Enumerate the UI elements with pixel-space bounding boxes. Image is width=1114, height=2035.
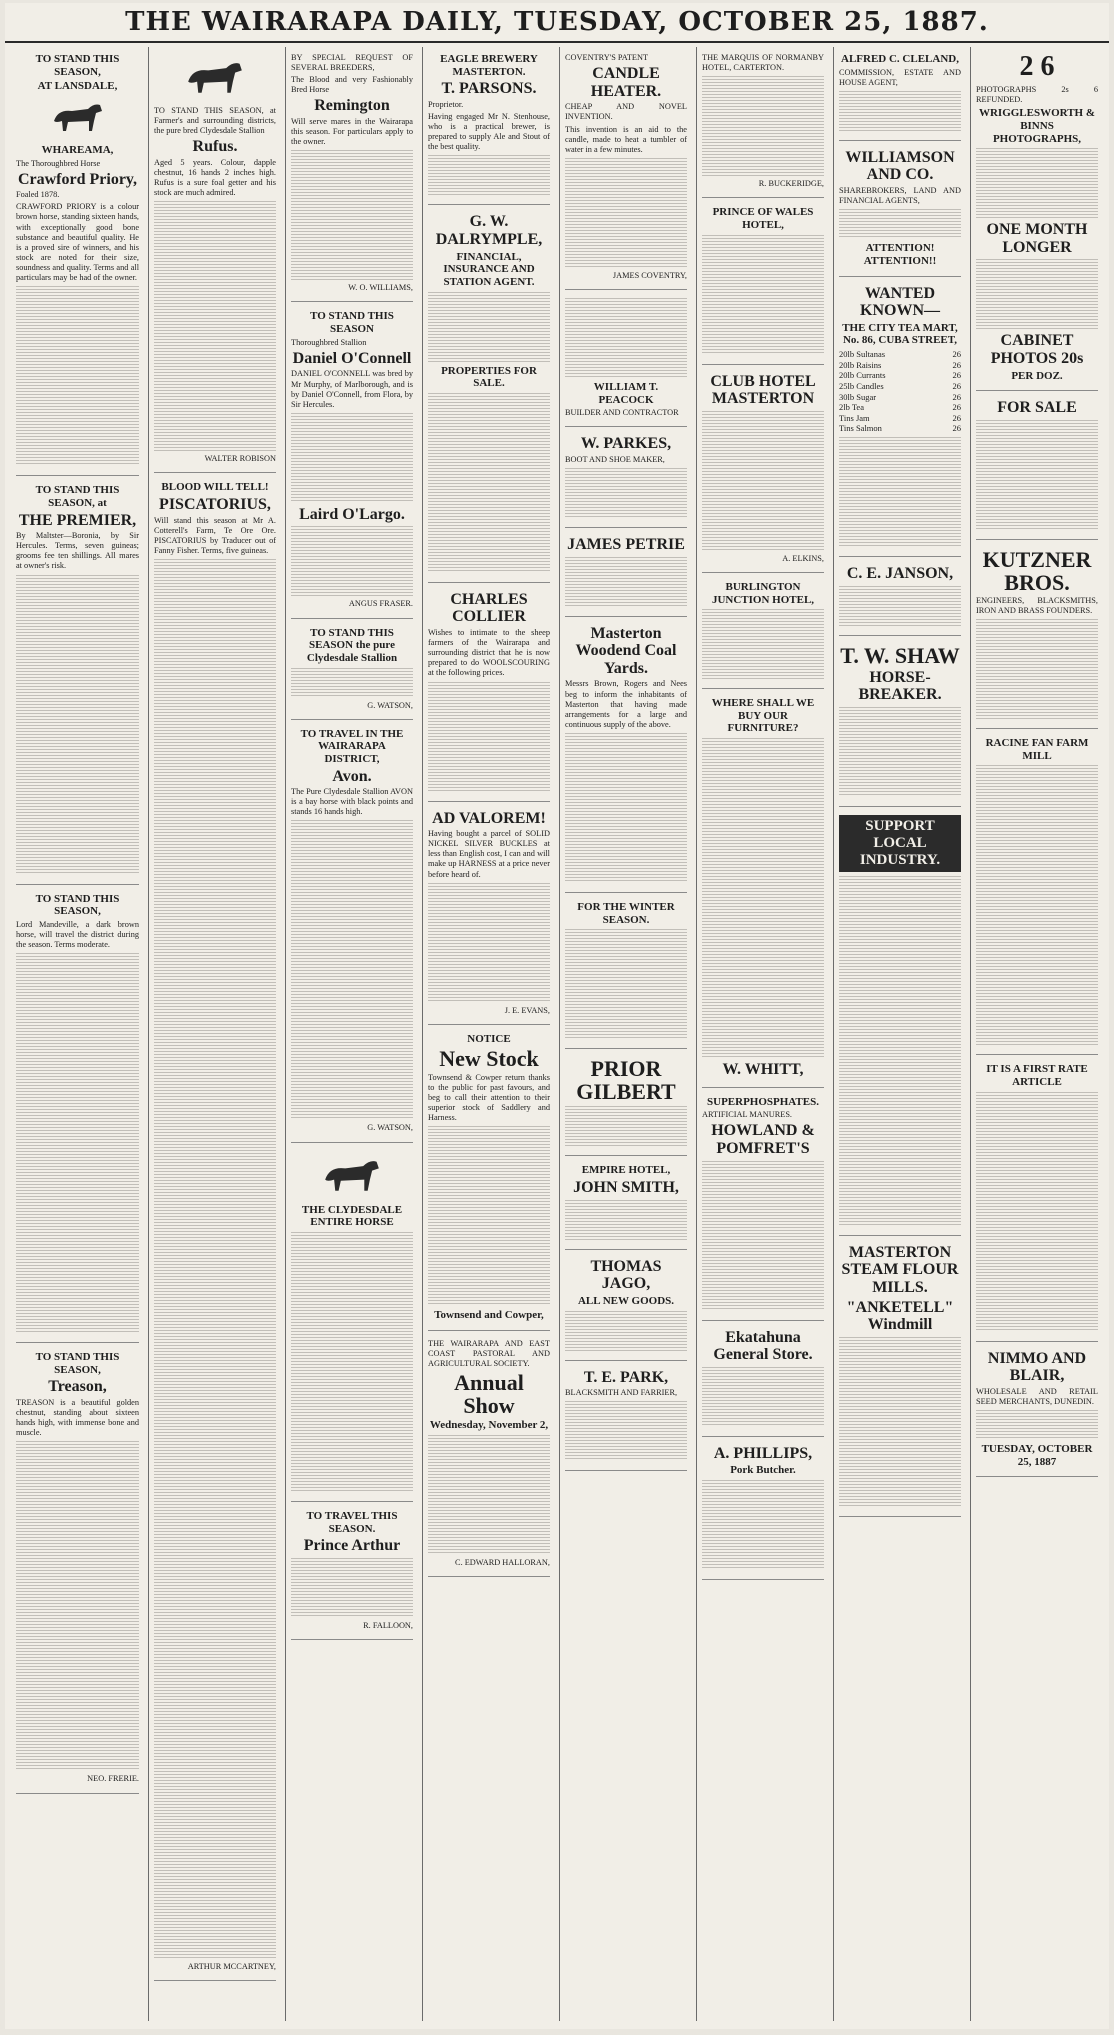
ad-heading: THE MARQUIS OF NORMANBY HOTEL, CARTERTON.: [702, 53, 824, 73]
ad-subheading: ARTIFICIAL MANURES.: [702, 1110, 793, 1120]
issue-date: TUESDAY, OCTOBER 25, 1887: [981, 1443, 1093, 1468]
horse-name: THE PREMIER,: [18, 511, 137, 529]
ad-candle-heater: [565, 53, 687, 290]
business-name: T. E. PARK,: [583, 1368, 669, 1386]
business-name: MASTERTON STEAM FLOUR MILLS.: [841, 1243, 959, 1297]
ad-signature: G. WATSON,: [367, 700, 413, 710]
price-row: [839, 423, 961, 434]
ad-subheading: BUILDER AND CONTRACTOR: [565, 408, 679, 418]
ad-body: TREASON is a beautiful golden chestnut, standing about sixteen hands high, with immense bone and muscle.: [16, 1398, 139, 1438]
column-8: [970, 47, 1103, 2021]
price-item: 2lb Tea: [839, 402, 864, 413]
ad-body: Wishes to intimate to the sheep farmers of the Wairarapa and surrounding district that he is now prepared to do WOOLSCOURING at the following prices.: [428, 628, 550, 678]
business-name: CANDLE HEATER.: [590, 65, 662, 100]
ad-heading: FOR SALE: [997, 399, 1077, 417]
price-item: 20lb Currants: [839, 370, 886, 381]
ad-signature: W. O. WILLIAMS,: [348, 283, 413, 293]
ad-heading: TO STAND THIS SEASON: [310, 310, 394, 336]
business-name: Masterton Woodend Coal Yards.: [575, 624, 677, 677]
business-name: KUTZNER BROS.: [982, 546, 1092, 595]
ad-signature: C. EDWARD HALLORAN,: [455, 1557, 550, 1567]
ad-support-local: [839, 815, 961, 1236]
ad-heading: IT IS A FIRST RATE ARTICLE: [986, 1063, 1088, 1089]
business-name: BURLINGTON JUNCTION HOTEL,: [711, 580, 815, 606]
ad-heading: TO STAND THIS SEASON the pure Clydesdale Stallion: [306, 626, 398, 664]
price-value: 26: [952, 380, 961, 391]
ad-burlington-hotel: [702, 581, 824, 689]
business-name: PRINCE OF WALES HOTEL,: [712, 206, 814, 231]
business-name: Ekatahuna General Store.: [713, 1328, 813, 1364]
ad-heading: RACINE FAN FARM MILL: [985, 737, 1089, 762]
column-6: [696, 47, 829, 2021]
event-date: Wednesday, November 2,: [429, 1419, 549, 1432]
ad-cleland: [839, 53, 961, 141]
business-name: THOMAS JAGO,: [590, 1257, 662, 1293]
ad-body: DANIEL O'CONNELL was bred by Mr Murphy, of Marlborough, and is by Daniel O'Connell, from Flora, by Sir Hercules.: [291, 369, 413, 409]
ad-heading: ATTENTION! ATTENTION!!: [863, 242, 937, 267]
price-value: 26: [952, 412, 961, 423]
ad-subheading: PER DOZ.: [1011, 369, 1063, 382]
ad-heading: TO STAND THIS SEASON,: [35, 1351, 120, 1376]
ad-subheading: HORSE-BREAKER.: [858, 668, 942, 704]
business-name: WRIGGLESWORTH & BINNS PHOTOGRAPHS,: [978, 107, 1096, 145]
price-row: [839, 392, 961, 403]
ad-for-sale: [976, 399, 1098, 540]
price-list: [839, 349, 961, 434]
ad-coal-yards: [565, 625, 687, 893]
ad-heading: THE CLYDESDALE ENTIRE HORSE: [301, 1203, 403, 1229]
ad-charles-collier: [428, 591, 550, 802]
ad-body: Lord Mandeville, a dark brown horse, will travel the district during the season. Terms moderate.: [16, 919, 139, 950]
ad-location-2: WHAREAMA,: [41, 143, 114, 156]
price-value: 26: [952, 391, 961, 402]
newspaper-page: [5, 3, 1109, 2029]
ad-signature: ANGUS FRASER.: [348, 599, 413, 609]
ad-crawford-priory: [16, 53, 139, 476]
ad-signature: G. WATSON,: [367, 1123, 413, 1133]
price-row: [839, 381, 961, 392]
foaled-date: Foaled 1878.: [16, 190, 60, 200]
ad-heading: TO STAND THIS SEASON, at Farmer's and surrounding districts, the pure bred Clydesdale Stallion: [154, 106, 276, 136]
price-row: [839, 413, 961, 424]
ad-nimmo-blair: [976, 1350, 1098, 1478]
ad-body: Having bought a parcel of SOLID NICKEL SILVER BUCKLES at less than English cost, I can and will make up HARNESS at a price never before heard of.: [428, 829, 550, 879]
ad-signature: NEO. FRERIE.: [87, 1774, 139, 1784]
price-item: 20lb Sultanas: [839, 349, 886, 360]
ad-body: Aged 5 years. Colour, dapple chestnut, 16 hands 2 inches high. Rufus is a sure foal getter and his stock are much admired.: [154, 157, 276, 198]
price-value: 26: [952, 359, 961, 370]
business-name: HOWLAND & POMFRET'S: [711, 1122, 815, 1158]
price-item: 25lb Candles: [839, 380, 884, 391]
ad-subheading: The Blood and very Fashionably Bred Horse: [291, 75, 413, 95]
ad-petrie: [565, 536, 687, 617]
ad-subheading: The Thoroughbred Horse: [16, 158, 101, 168]
ad-superphosphates: [702, 1096, 824, 1321]
column-2: [148, 47, 281, 2021]
ad-heading: FOR THE WINTER SEASON.: [577, 900, 675, 926]
ad-heading: SUPPORT LOCAL INDUSTRY.: [839, 815, 961, 872]
price-row: [839, 370, 961, 381]
business-name: T. PARSONS.: [441, 80, 537, 98]
masthead: THE WAIRARAPA DAILY, TUESDAY, OCTOBER 25, 1887.: [5, 3, 1109, 43]
business-name: THE CITY TEA MART, No. 86, CUBA STREET,: [842, 321, 958, 347]
horse-name-2: Laird O'Largo.: [299, 505, 405, 523]
ad-parkes: [565, 435, 687, 528]
ad-heading: TO STAND THIS SEASON,: [35, 53, 120, 78]
ad-city-tea-mart: [839, 285, 961, 557]
ad-signature: J. E. EVANS,: [504, 1005, 550, 1015]
ad-signature: Townsend and Cowper,: [434, 1309, 544, 1322]
price-value: 26: [952, 402, 961, 413]
price-row: [839, 402, 961, 413]
ad-subheading: ALL NEW GOODS.: [577, 1294, 675, 1307]
horse-name: Treason,: [48, 1378, 107, 1396]
business-name: CHARLES COLLIER: [450, 590, 528, 626]
ad-thomas-jago: [565, 1258, 687, 1361]
ad-prior-gilbert: [565, 1057, 687, 1156]
columns: [11, 47, 1103, 2021]
ad-first-rate: [976, 1063, 1098, 1341]
ad-subheading: ENGINEERS, BLACKSMITHS, IRON AND BRASS FOUNDERS.: [976, 595, 1098, 616]
ad-masterton-mills: [839, 1244, 961, 1517]
horse-name: PISCATORIUS,: [159, 496, 271, 514]
column-4: [422, 47, 555, 2021]
ad-body: Will stand this season at Mr A. Cotterell's Farm, Te Ore Ore. PISCATORIUS by Traducer out of Fanny Fisher. Terms, five guineas.: [154, 515, 276, 556]
ad-heading: COVENTRY'S PATENT: [565, 53, 649, 62]
business-name: AD VALOREM!: [432, 809, 546, 827]
ad-shaw: [839, 644, 961, 807]
ad-eagle-brewery: [428, 53, 550, 205]
notice-heading: NOTICE: [467, 1032, 511, 1045]
business-name: ALFRED C. CLELAND,: [841, 53, 959, 65]
section-heading: PROPERTIES FOR SALE.: [441, 364, 537, 390]
ad-body: The Pure Clydesdale Stallion AVON is a bay horse with black points and stands 16 hands high.: [291, 787, 413, 817]
business-name: W. PARKES,: [580, 435, 672, 453]
ad-kutzner: [976, 548, 1098, 729]
ad-janson: [839, 565, 961, 636]
ad-subheading: Pork Butcher.: [730, 1464, 796, 1477]
price-item: 20lb Raisins: [839, 359, 882, 370]
column-7: [833, 47, 966, 2021]
ad-subheading: PHOTOGRAPHS 2s 6 REFUNDED.: [976, 85, 1098, 105]
ad-heading: ONE MONTH LONGER: [986, 221, 1088, 256]
ad-subheading: SHAREBROKERS, LAND AND FINANCIAL AGENTS,: [839, 186, 961, 206]
price-value: 26: [952, 370, 961, 381]
ad-body: CRAWFORD PRIORY is a colour brown horse, standing sixteen hands, with exceptionally good bone substance and beautiful quality. He is a proved sire of winners, and his stock are noted for their size, soundness and quality. Terms and all particulars may be had of the owner.: [16, 202, 139, 283]
price-value: 26: [952, 349, 961, 360]
price-row: [839, 349, 961, 360]
ad-signature: R. FALLOON,: [363, 1620, 413, 1630]
ad-empire-hotel: [565, 1164, 687, 1249]
ad-ad-valorem: [428, 810, 550, 1025]
ad-remington: [291, 53, 413, 302]
ad-normanby-hotel: [702, 53, 824, 198]
price-item: 30lb Sugar: [839, 391, 877, 402]
ad-body: Messrs Brown, Rogers and Nees beg to inform the inhabitants of Masterton that having made arrangements for a large and continuous supply of the above.: [565, 679, 687, 729]
ad-signature: R. BUCKERIDGE,: [758, 179, 824, 189]
horse-name: Avon.: [332, 767, 372, 785]
business-name: PRIOR GILBERT: [576, 1056, 676, 1105]
ad-heading: TO TRAVEL THIS SEASON.: [306, 1509, 398, 1535]
ad-phillips: [702, 1445, 824, 1580]
price-badge: 2 6: [1019, 51, 1055, 82]
ad-subheading: COMMISSION, ESTATE AND HOUSE AGENT,: [839, 67, 961, 87]
ad-dalrymple: [428, 213, 550, 582]
business-name: JAMES PETRIE: [567, 536, 685, 554]
ad-heading: WANTED KNOWN—: [860, 284, 940, 320]
ad-subheading: Thoroughbred Stallion: [291, 337, 367, 347]
ad-heading: WHERE SHALL WE BUY OUR FURNITURE?: [711, 697, 815, 735]
ad-avon: [291, 728, 413, 1143]
price-item: Tins Salmon: [839, 423, 882, 434]
business-name: W. WHITT,: [722, 1061, 804, 1079]
ad-subheading: BLACKSMITH AND FARRIER,: [565, 1388, 678, 1398]
business-name: CLUB HOTEL MASTERTON: [710, 372, 816, 408]
ad-prince-arthur-travel: [291, 1510, 413, 1640]
ad-williamson: [839, 149, 961, 277]
ad-heading: TO TRAVEL IN THE WAIRARAPA DISTRICT,: [300, 727, 404, 765]
column-3: [285, 47, 418, 2021]
ad-park-blacksmith: [565, 1369, 687, 1472]
business-name: EMPIRE HOTEL,: [581, 1164, 671, 1177]
ad-signature: ARTHUR MCCARTNEY,: [187, 1962, 276, 1972]
ad-signature: JOHN SMITH,: [573, 1179, 679, 1197]
ad-signature: WALTER ROBISON: [204, 454, 276, 464]
ad-racine-mill: [976, 737, 1098, 1055]
price-item: Tins Jam: [839, 412, 870, 423]
ad-subheading: Proprietor.: [428, 99, 464, 109]
horse-name: Prince Arthur: [303, 1537, 401, 1555]
ad-signature: JAMES COVENTRY,: [612, 270, 687, 280]
price-row: [839, 360, 961, 371]
column-5: [559, 47, 692, 2021]
ad-subheading: FINANCIAL, INSURANCE AND STATION AGENT.: [443, 250, 535, 288]
ad-location: AT LANSDALE,: [37, 80, 118, 93]
ad-body: Will serve mares in the Wairarapa this season. For particulars apply to the owner.: [291, 117, 413, 147]
ad-heading: TO STAND THIS SEASON,: [35, 892, 120, 918]
ad-new-stock: [428, 1033, 550, 1331]
horse-name: Remington: [314, 97, 390, 115]
ad-heading: THE WAIRARAPA AND EAST COAST PASTORAL AND AGRICULTURAL SOCIETY.: [428, 1338, 550, 1368]
ad-rufus: [154, 53, 276, 473]
business-name: NIMMO AND BLAIR,: [987, 1349, 1087, 1385]
ad-body: By Maltster—Boronia, by Sir Hercules. Terms, seven guineas; grooms fee ten shillings. All mares at owner's risk.: [16, 531, 139, 571]
ad-subheading: CHEAP AND NOVEL INVENTION.: [565, 102, 687, 122]
business-name: New Stock: [439, 1046, 539, 1072]
ad-peacock: [565, 298, 687, 427]
ad-subheading: BOOT AND SHOE MAKER,: [565, 454, 665, 464]
horse-name: Daniel O'Connell: [292, 349, 412, 367]
ad-prince-arthur: [291, 1151, 413, 1502]
ad-heading: TO STAND THIS SEASON, at: [35, 484, 120, 509]
ad-daniel-oconnell: [291, 310, 413, 618]
ad-heading: SUPERPHOSPHATES.: [707, 1095, 819, 1108]
ad-photographs: [976, 53, 1098, 391]
business-name: A. PHILLIPS,: [713, 1444, 813, 1462]
ad-the-premier: [16, 484, 139, 884]
ad-piscatorius: [154, 481, 276, 1981]
horse-illustration-icon: [317, 1155, 387, 1193]
ad-treason: [16, 1351, 139, 1793]
business-name: T. W. SHAW: [840, 642, 960, 668]
ad-body: Townsend & Cowper return thanks to the public for past favours, and beg to call their attention to their superior stock of Saddlery and Harness.: [428, 1072, 550, 1122]
ad-winter-season: [565, 901, 687, 1049]
ad-lord-mandeville: [16, 893, 139, 1344]
ad-heading: BLOOD WILL TELL!: [161, 481, 269, 494]
horse-name: Crawford Priory,: [17, 170, 138, 188]
horse-name: Rufus.: [192, 138, 238, 156]
ad-body: Having engaged Mr N. Stenhouse, who is a practical brewer, is prepared to supply Ale and Stout of the best quality.: [428, 111, 550, 152]
ad-furniture: [702, 697, 824, 1088]
ad-subheading: WHOLESALE AND RETAIL SEED MERCHANTS, DUNEDIN.: [976, 1386, 1098, 1407]
ad-heading: BY SPECIAL REQUEST OF SEVERAL BREEDERS,: [291, 53, 413, 73]
horse-illustration-icon: [48, 99, 108, 133]
ad-club-hotel: [702, 373, 824, 573]
ad-signature: A. ELKINS,: [782, 553, 824, 563]
ad-annual-show: [428, 1339, 550, 1577]
horse-illustration-icon: [180, 57, 250, 95]
business-name: WILLIAMSON AND CO.: [845, 148, 955, 184]
product-name: "ANKETELL" Windmill: [846, 1298, 954, 1334]
ad-ekatahuna-store: [702, 1329, 824, 1437]
ad-clydesdale: [291, 627, 413, 720]
column-1: [11, 47, 144, 2021]
ad-heading: EAGLE BREWERY MASTERTON.: [440, 53, 538, 78]
product-name: CABINET PHOTOS 20s: [990, 332, 1084, 367]
ad-body: This invention is an aid to the candle, made to heat a tumbler of water in a few minutes.: [565, 124, 687, 154]
ad-prince-of-wales: [702, 206, 824, 364]
business-name: WILLIAM T. PEACOCK: [593, 380, 659, 406]
business-name: G. W. DALRYMPLE,: [435, 213, 543, 249]
business-name: C. E. JANSON,: [846, 565, 954, 583]
price-value: 26: [952, 423, 961, 434]
event-name: Annual Show: [454, 1370, 524, 1419]
